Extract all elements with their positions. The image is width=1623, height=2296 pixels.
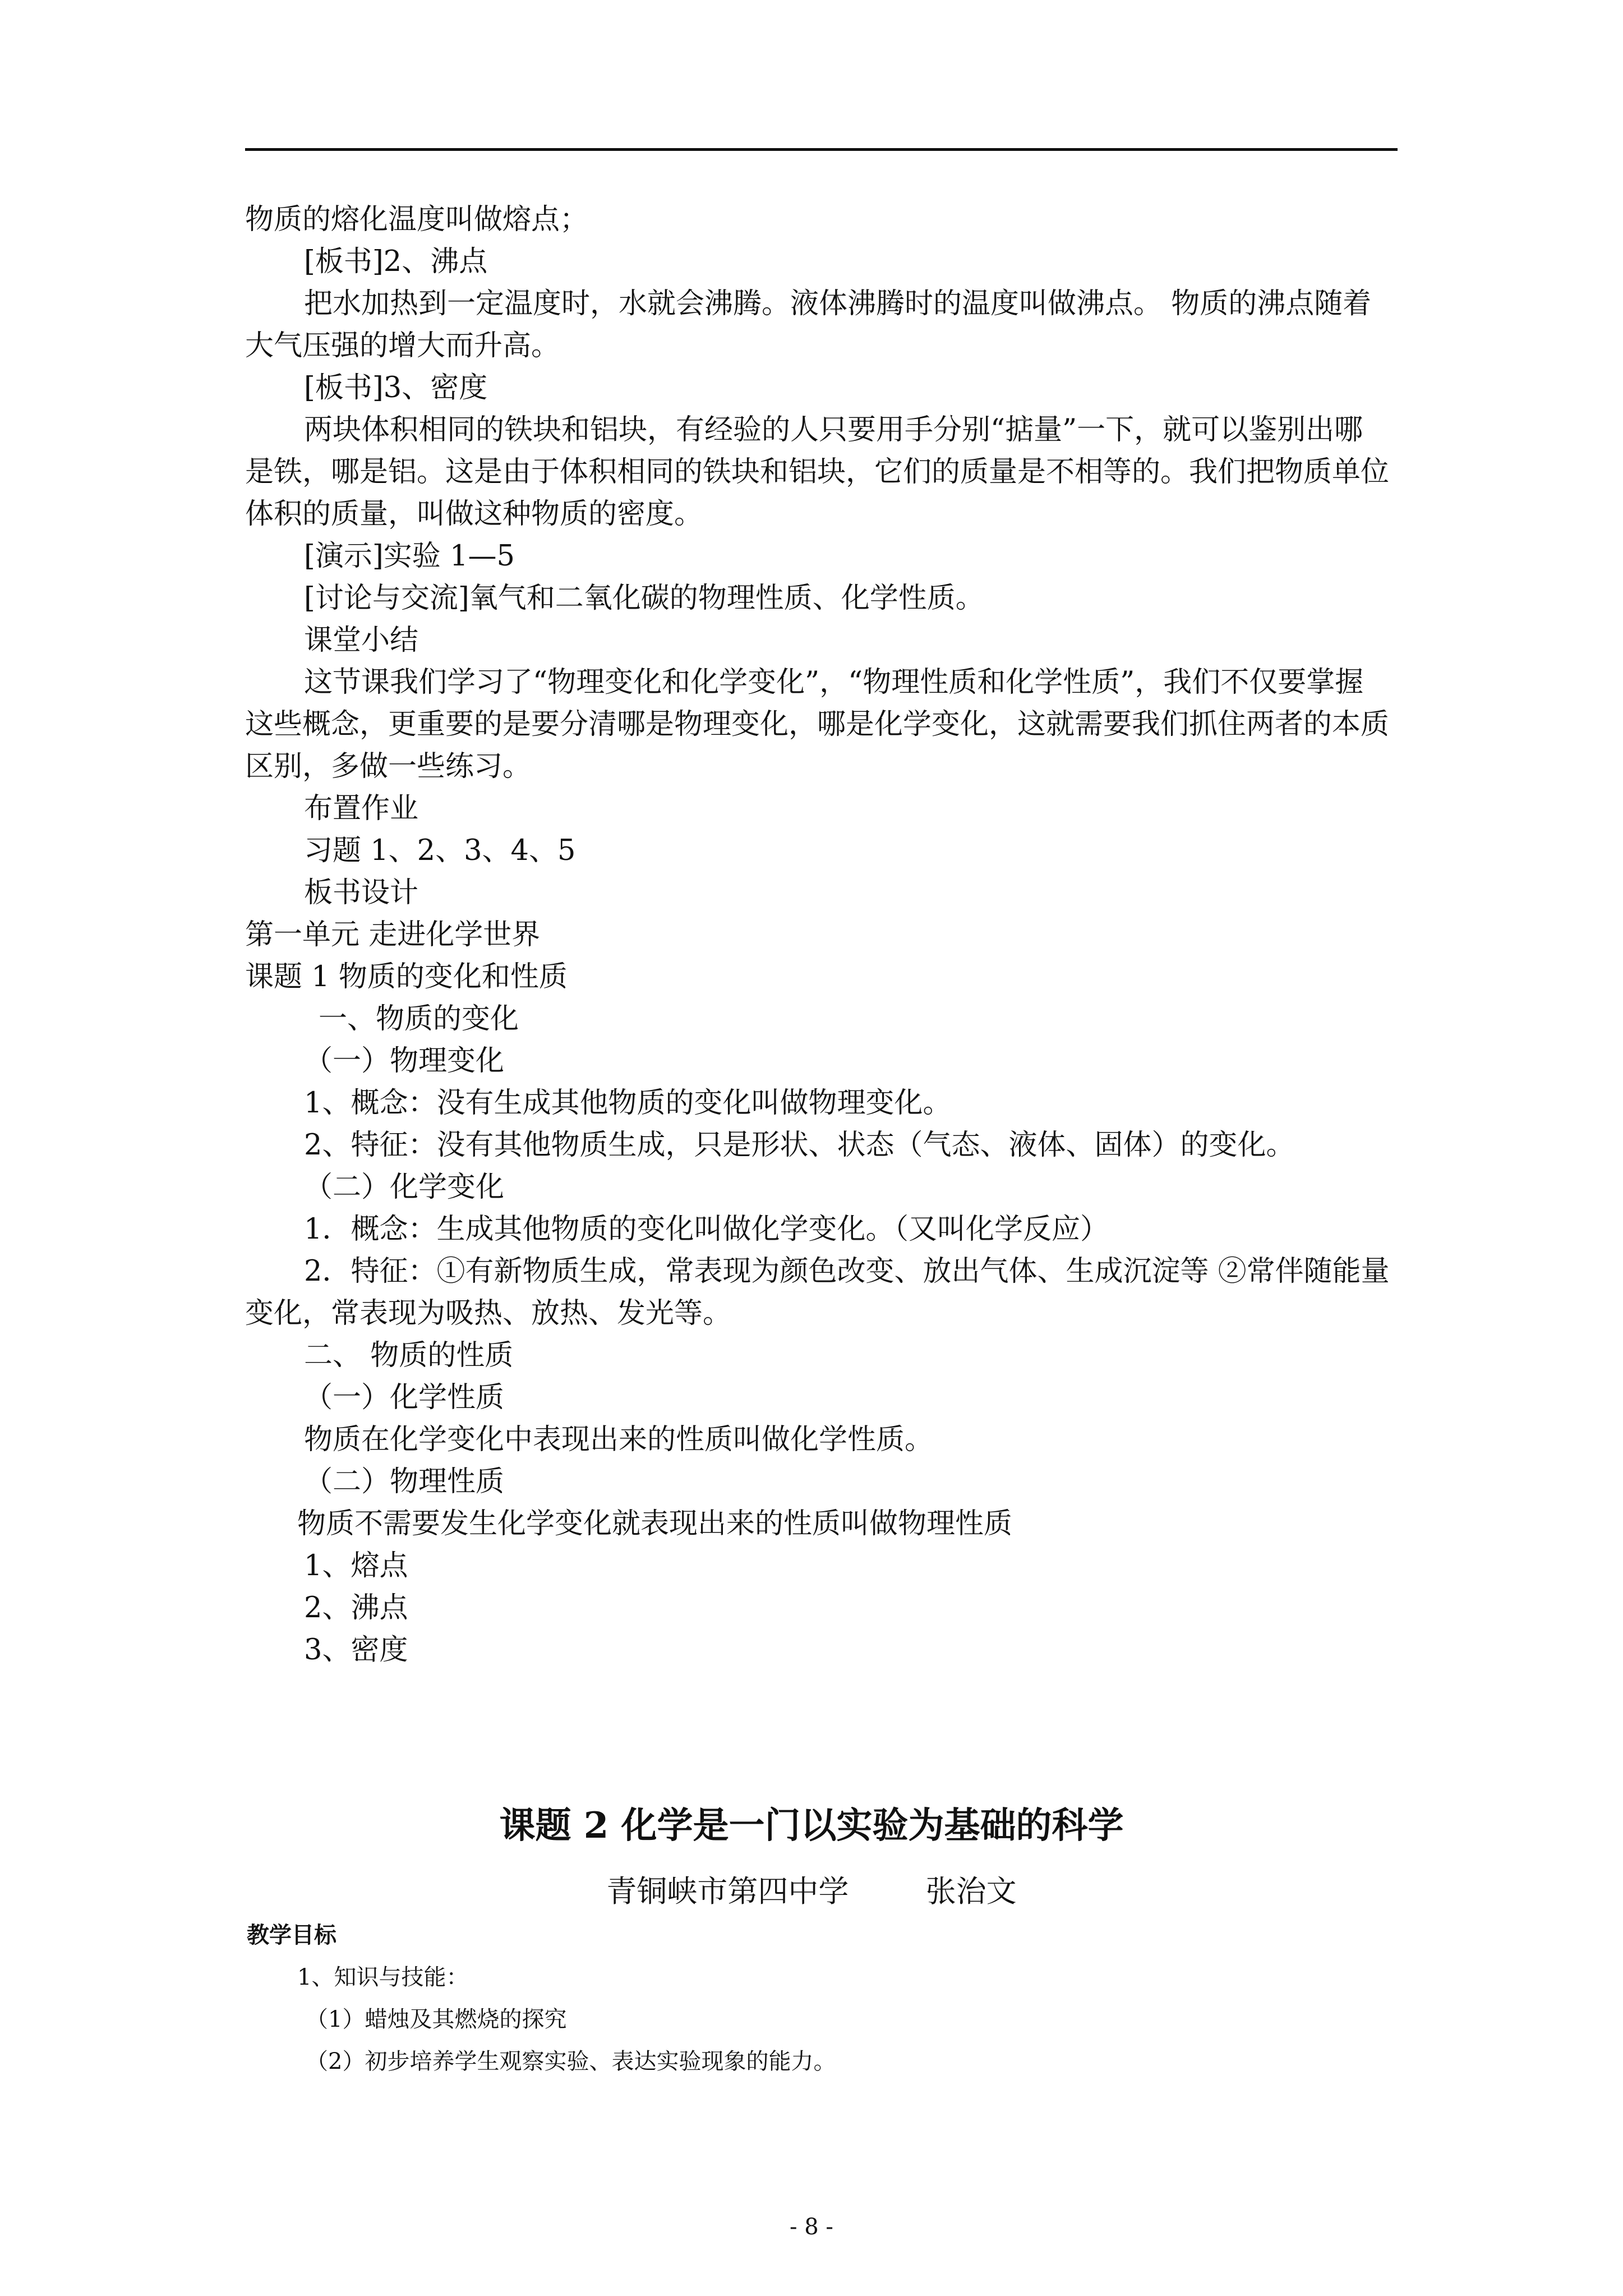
text-line: 课题 1 物质的变化和性质 xyxy=(245,960,568,993)
header-rule xyxy=(245,148,1398,151)
text-line: [板书]3、密度 xyxy=(304,371,488,404)
text-line: （一）物理变化 xyxy=(304,1045,505,1078)
text-line: 二、 物质的性质 xyxy=(304,1339,514,1372)
lesson-title: 课题 2 化学是一门以实验为基础的科学 xyxy=(499,1805,1124,1847)
text-line: 区别，多做一些练习。 xyxy=(245,750,532,783)
text-line: 物质在化学变化中表现出来的性质叫做化学性质。 xyxy=(304,1423,934,1456)
text-line: （一）化学性质 xyxy=(304,1381,505,1414)
objective-item: （2）初步培养学生观察实验、表达实验现象的能力。 xyxy=(306,2049,836,2074)
text-line: 这节课我们学习了“物理变化和化学变化”，“物理性质和化学性质”，我们不仅要掌握 xyxy=(304,666,1364,699)
text-line: [演示]实验 1—5 xyxy=(304,540,515,573)
text-line: [讨论与交流]氧气和二氧化碳的物理性质、化学性质。 xyxy=(304,582,984,615)
text-line: 物质的熔化温度叫做熔点； xyxy=(245,203,589,236)
text-line: 1、熔点 xyxy=(304,1549,408,1582)
text-line: [板书]2、沸点 xyxy=(304,245,488,278)
page-number: - 8 - xyxy=(790,2214,833,2240)
text-line: 1．概念：生成其他物质的变化叫做化学变化。（又叫化学反应） xyxy=(304,1213,1109,1246)
text-line: 体积的质量，叫做这种物质的密度。 xyxy=(245,498,703,531)
text-line: 3、密度 xyxy=(304,1634,408,1667)
text-line: 2．特征：①有新物质生成，常表现为颜色改变、放出气体、生成沉淀等 ②常伴随能量 xyxy=(304,1255,1390,1288)
text-line: 布置作业 xyxy=(304,792,419,825)
objective-item: 1、知识与技能： xyxy=(297,1964,469,1990)
text-line: 2、沸点 xyxy=(304,1591,408,1625)
text-line: 两块体积相同的铁块和铝块，有经验的人只要用手分别“掂量”一下，就可以鉴别出哪 xyxy=(304,413,1363,447)
text-line: 第一单元 走进化学世界 xyxy=(245,918,541,951)
text-line: 1、概念：没有生成其他物质的变化叫做物理变化。 xyxy=(304,1087,952,1120)
objectives-heading: 教学目标 xyxy=(247,1922,336,1948)
text-line: 物质不需要发生化学变化就表现出来的性质叫做物理性质 xyxy=(297,1507,1013,1540)
text-line: 这些概念，更重要的是要分清哪是物理变化，哪是化学变化，这就需要我们抓住两者的本质 xyxy=(245,708,1390,741)
text-line: 是铁，哪是铝。这是由于体积相同的铁块和铝块，它们的质量是不相等的。我们把物质单位 xyxy=(245,455,1390,489)
text-line: 大气压强的增大而升高。 xyxy=(245,329,560,362)
text-line: 板书设计 xyxy=(304,876,419,909)
text-line: （二）物理性质 xyxy=(304,1465,505,1498)
text-line: 课堂小结 xyxy=(304,624,419,657)
objective-item: （1）蜡烛及其燃烧的探究 xyxy=(306,2007,567,2032)
text-line: 把水加热到一定温度时，水就会沸腾。液体沸腾时的温度叫做沸点。 物质的沸点随着 xyxy=(304,287,1372,320)
text-line: 2、特征：没有其他物质生成，只是形状、状态（气态、液体、固体）的变化。 xyxy=(304,1129,1295,1162)
text-line: 一、物质的变化 xyxy=(319,1002,519,1036)
lesson-author: 青铜峡市第四中学 张治文 xyxy=(606,1874,1017,1909)
text-line: （二）化学变化 xyxy=(304,1171,505,1204)
text-line: 变化，常表现为吸热、放热、发光等。 xyxy=(245,1297,732,1330)
text-line: 习题 1、2、3、4、5 xyxy=(304,834,576,867)
